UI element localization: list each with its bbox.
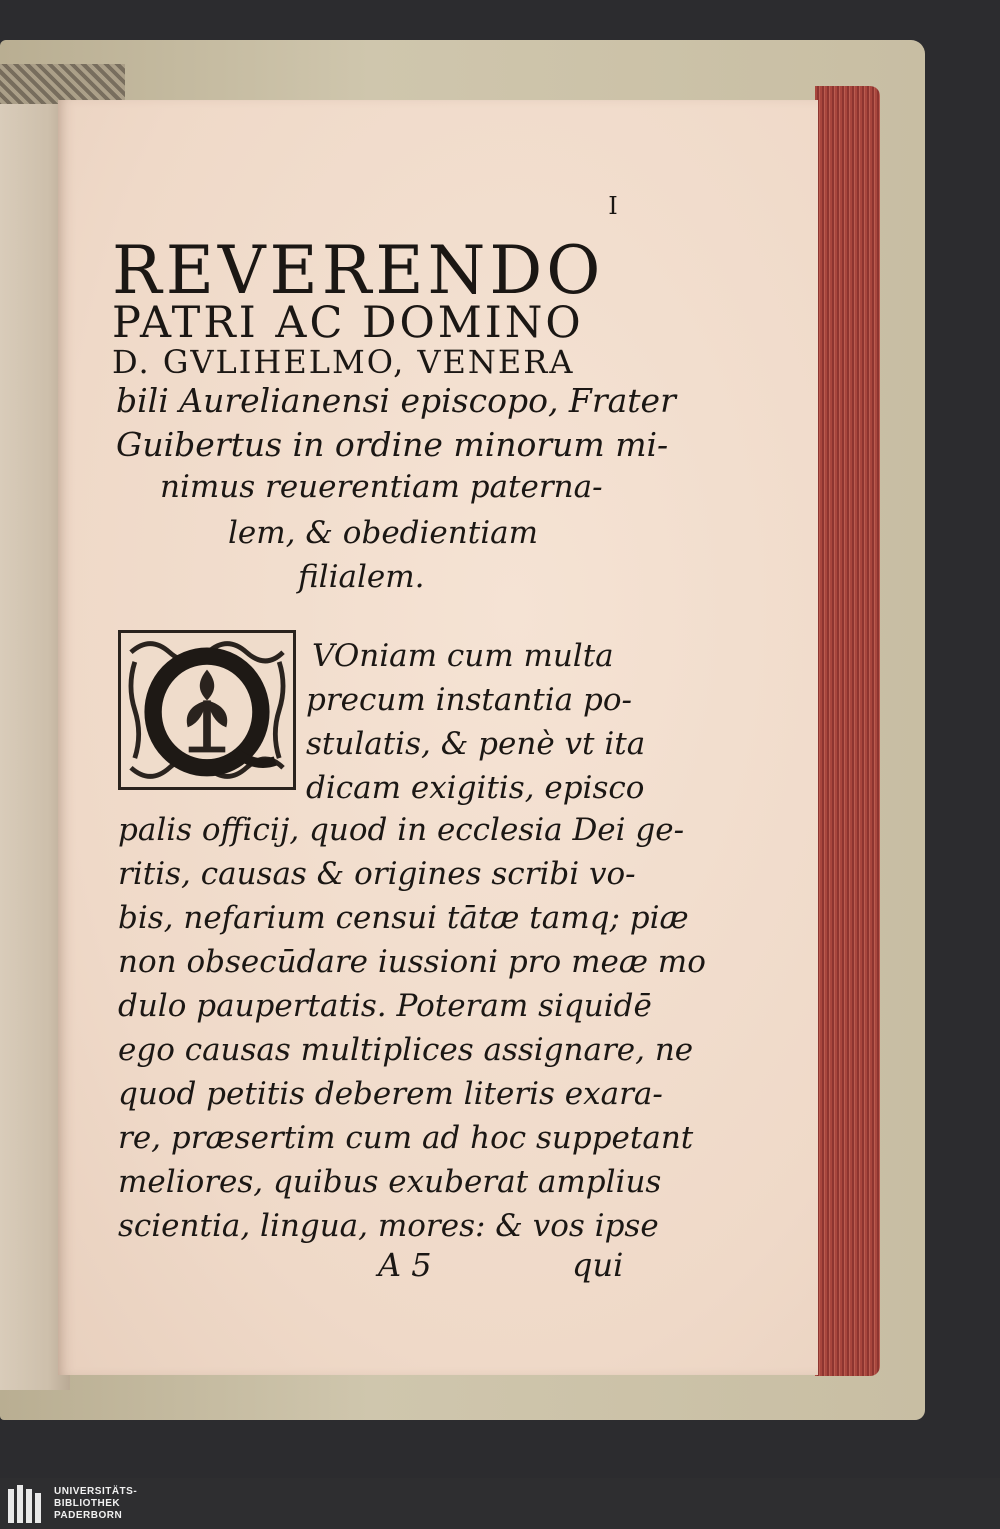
heading-line-1: REVERENDO: [112, 232, 605, 309]
library-footer: [0, 1478, 1000, 1529]
body-line-14: scientia, lingua, mores: & vos ipse: [118, 1208, 659, 1244]
page-number: I: [608, 192, 618, 220]
signature-mark: A 5: [378, 1246, 432, 1284]
library-logo-icon: [8, 1485, 48, 1523]
heading-line-2: PATRI AC DOMINO: [112, 298, 584, 348]
dedication-line-5: filialem.: [298, 559, 425, 595]
body-line-3: stulatis, & penè vt ita: [306, 726, 646, 762]
library-name-line-1: UNIVERSITÄTS-: [54, 1486, 138, 1497]
dedication-line-1: bili Aurelianensi episcopo, Frater: [116, 381, 676, 420]
body-line-11: quod petitis deberem literis exara-: [118, 1076, 663, 1112]
body-line-5: palis officij, quod in ecclesia Dei ge-: [118, 812, 685, 848]
dedication-line-3: nimus reuerentiam paterna-: [160, 469, 603, 505]
body-line-4: dicam exigitis, episco: [306, 770, 645, 806]
body-line-2: precum instantia po-: [306, 682, 632, 718]
decorated-initial-icon: [118, 630, 296, 790]
body-line-13: meliores, quibus exuberat amplius: [118, 1164, 662, 1200]
library-name-line-2: BIBLIOTHEK: [54, 1498, 121, 1509]
body-line-6: ritis, causas & origines scribi vo-: [118, 856, 636, 892]
body-line-12: re, præsertim cum ad hoc suppetant: [118, 1120, 694, 1156]
heading-line-3: D. GVLIHELMO, VENERA: [112, 343, 575, 381]
catchword: qui: [572, 1246, 624, 1284]
body-line-1: VOniam cum multa: [312, 638, 614, 674]
dedication-line-2: Guibertus in ordine minorum mi-: [116, 425, 669, 464]
body-line-8: non obsecūdare iussioni pro meæ mo: [118, 944, 706, 980]
body-line-7: bis, nefarium censui tātæ tamq; piæ: [118, 900, 689, 936]
body-line-10: ego causas multiplices assignare, ne: [118, 1032, 694, 1068]
dedication-line-4: lem, & obedientiam: [228, 515, 538, 551]
body-line-9: dulo paupertatis. Poteram siquidē: [118, 988, 652, 1024]
page-edges-red: [815, 86, 880, 1376]
library-name-line-3: PADERBORN: [54, 1510, 123, 1521]
